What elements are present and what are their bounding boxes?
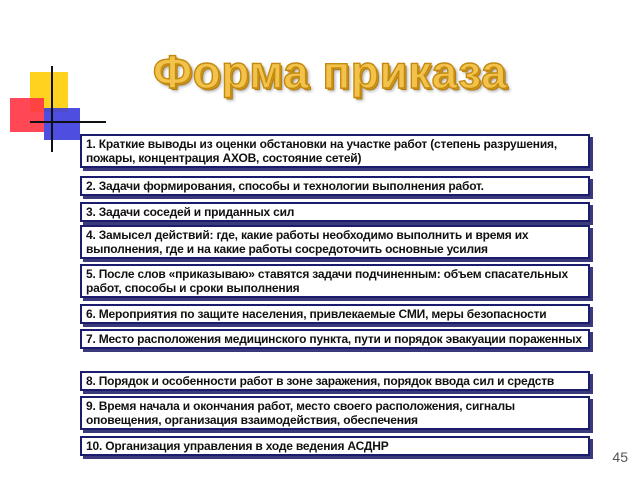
list-item-line: 3. Задачи соседей и приданных сил <box>86 205 295 219</box>
list-item <box>80 304 590 324</box>
blue-square <box>44 108 80 140</box>
list-item <box>80 264 590 298</box>
list-item-line: работ, способы и сроки выполнения <box>86 281 300 295</box>
list-item <box>80 396 590 430</box>
list-item-line: 5. После слов «приказываю» ставятся задачи подчиненным: объем спасательных <box>86 267 568 281</box>
page-title: Форма приказа <box>152 46 508 98</box>
list-item <box>80 329 590 349</box>
list-item <box>80 436 590 456</box>
list-item-line: 8. Порядок и особенности работ в зоне заражения, порядок ввода сил и средств <box>86 374 555 388</box>
list-item-line: 2. Задачи формирования, способы и технологии выполнения работ. <box>86 179 484 193</box>
page-number: 45 <box>612 449 628 465</box>
list-item-line: 1. Краткие выводы из оценки обстановки на участке работ (степень разрушения, <box>86 137 557 151</box>
list-item <box>80 202 590 222</box>
list-item-line: выполнения, где и на какие работы сосредоточить основные усилия <box>86 242 488 256</box>
list-item-line: 10. Организация управления в ходе ведения АСДНР <box>86 439 389 453</box>
list-item <box>80 134 590 168</box>
list-item-line: 9. Время начала и окончания работ, место своего расположения, сигналы <box>86 399 515 413</box>
list-item <box>80 225 590 259</box>
red-square <box>10 98 44 132</box>
list-item-line: пожары, концентрация АХОВ, состояние сетей) <box>86 151 362 165</box>
list-item-line: 4. Замысел действий: где, какие работы необходимо выполнить и время их <box>86 228 529 242</box>
list-item <box>80 371 590 391</box>
list-item-line: оповещения, организация взаимодействия, обеспечения <box>86 413 418 427</box>
list-item <box>80 176 590 196</box>
list-item-line: 7. Место расположения медицинского пункта, пути и порядок эвакуации пораженных <box>86 332 582 346</box>
list-item-line: 6. Мероприятия по защите населения, привлекаемые СМИ, меры безопасности <box>86 307 547 321</box>
